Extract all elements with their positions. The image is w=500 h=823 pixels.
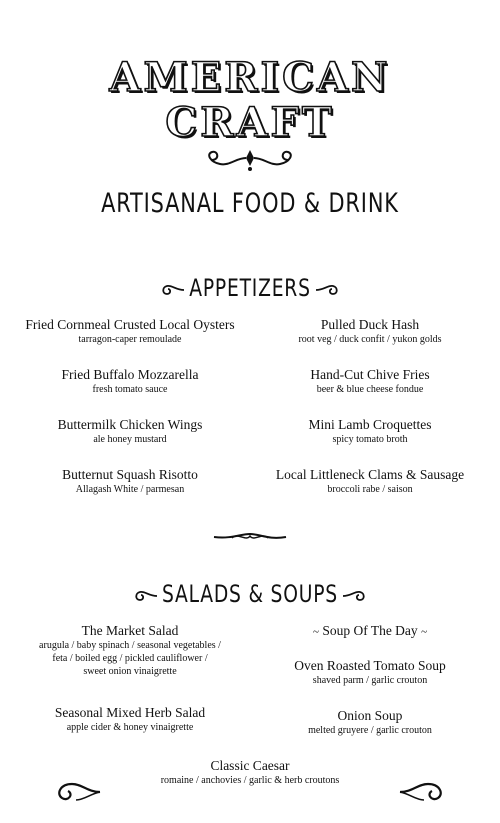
title-line-2: CRAFT (165, 99, 335, 146)
item-name: Fried Cornmeal Crusted Local Oysters (25, 317, 235, 332)
item-name: Fried Buffalo Mozzarella (61, 367, 199, 382)
item-description: tarragon-caper remoulade (78, 334, 182, 345)
title-line-1: AMERICAN (109, 54, 391, 101)
appetizers-heading: APPETIZERS (189, 274, 311, 302)
scroll-ornament-right-icon (314, 283, 340, 297)
item-name: Hand-Cut Chive Fries (310, 367, 430, 382)
menu-item (250, 417, 490, 446)
menu-item (250, 317, 490, 346)
menu-item (10, 467, 250, 496)
salads-heading: SALADS & SOUPS (162, 580, 338, 608)
item-description: Allagash White / parmesan (75, 484, 185, 495)
corner-ornament-left-icon (52, 780, 102, 804)
corner-ornament-right-icon (398, 780, 448, 804)
menu-item (250, 623, 490, 640)
item-name: Oven Roasted Tomato Soup (294, 658, 446, 673)
item-name: The Market Salad (81, 623, 179, 638)
item-name: Pulled Duck Hash (320, 317, 420, 332)
scroll-ornament-right-icon (341, 589, 367, 603)
menu-item (250, 708, 490, 737)
soup-of-day-label: Soup Of The Day (322, 623, 418, 638)
item-description: broccoli rabe / saison (327, 484, 413, 495)
menu-item (10, 367, 250, 396)
subtitle: ARTISANAL FOOD & DRINK (101, 188, 399, 219)
menu-item (10, 317, 250, 346)
item-description: fresh tomato sauce (92, 384, 168, 395)
item-description: feta / boiled egg / pickled cauliflower / (52, 653, 208, 664)
item-name: ~ Soup Of The Day ~ (312, 623, 428, 638)
item-description: melted gruyere / garlic crouton (308, 725, 432, 736)
menu-item (250, 467, 490, 496)
item-description: root veg / duck confit / yukon golds (298, 334, 442, 345)
item-description: arugula / baby spinach / seasonal vegetables / (39, 640, 221, 651)
item-description: sweet onion vinaigrette (83, 666, 177, 677)
menu-item (10, 705, 250, 734)
flourish-ornament-icon (200, 146, 300, 172)
item-name: Classic Caesar (210, 758, 290, 773)
item-name: Local Littleneck Clams & Sausage (275, 467, 465, 482)
menu-item (250, 367, 490, 396)
item-description: shaved parm / garlic crouton (312, 675, 428, 686)
menu-item (250, 658, 490, 687)
item-name: Seasonal Mixed Herb Salad (54, 705, 206, 720)
menu-item (10, 417, 250, 446)
item-description: romaine / anchovies / garlic & herb croutons (160, 775, 340, 786)
item-description: apple cider & honey vinaigrette (66, 722, 194, 733)
item-name: Butternut Squash Risotto (62, 467, 198, 482)
menu-item (10, 623, 250, 678)
item-description: beer & blue cheese fondue (316, 384, 424, 395)
item-description: spicy tomato broth (332, 434, 408, 445)
item-description: ale honey mustard (93, 434, 167, 445)
item-name: Mini Lamb Croquettes (308, 417, 432, 432)
menu-item (100, 758, 400, 787)
divider-ornament-icon (212, 530, 288, 544)
item-name: Buttermilk Chicken Wings (57, 417, 203, 432)
item-name: Onion Soup (337, 708, 403, 723)
